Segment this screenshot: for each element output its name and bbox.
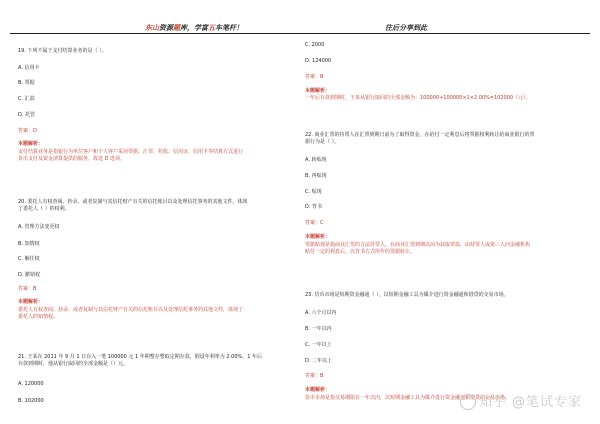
answer-option: A. 转贴现 xyxy=(305,157,327,163)
answer-option: A. 信用卡 xyxy=(18,65,40,71)
header-slogan-part: 题 xyxy=(173,24,180,32)
zhihu-logo-icon xyxy=(460,394,476,410)
question-text: 存款到期时，他从银行取回的全部金额是（）元。 xyxy=(18,361,129,367)
explanation-title: 本题解析： xyxy=(305,387,331,393)
header-slogan xyxy=(145,23,243,33)
question-text: 20. 委托人有权查阅、抄录、或者复制与其信托财产有关的信托账目以及处理信托事务的其他文件，体现 xyxy=(18,199,248,205)
answer-option: D. 托管 xyxy=(18,112,36,118)
watermark-text: 知乎 @笔试专家 xyxy=(478,394,582,410)
question-text: 21. 王某在 2011 年 9 月 1 日存入一笔 100000 元 1 年期整存整取定期存款，假设年利率为 2.00%，1 年后 xyxy=(18,354,263,360)
explanation-title: 本题解析： xyxy=(305,88,331,94)
answer-option: B. 知情权 xyxy=(18,241,40,247)
answer-option: C. 一年以上 xyxy=(305,342,332,348)
explanation-text: 支付结算业务是指银行为单位客户和个人客户采用票据、汇票、托收、信用证、信用卡等结算方式进行 xyxy=(18,149,244,155)
explanation-text: 货币市场是指交易期限在一年以内，以短期金融工具为媒介进行资金融通和借贷的交易市场。 xyxy=(305,395,511,401)
explanation-title: 本题解析： xyxy=(18,299,44,305)
page-header xyxy=(10,22,590,34)
explanation-text: 委托人有权查阅、抄录、或者复制与其信托财产有关的信托账目以及处理信托事务的其他文件，体现了 xyxy=(18,307,244,313)
answer-option: D. 背书 xyxy=(305,204,323,210)
explanation-text: 贴付一定的利息后，以背书方式所作的票据转让。 xyxy=(305,249,416,255)
header-slogan-part: 东山 xyxy=(145,24,159,32)
answer-option: C. 2000 xyxy=(305,42,325,48)
answer-key: 答案：B xyxy=(18,286,37,292)
explanation-text: 票据贴现是指商业汇票的合法持票人，在商业汇票到期以前为获取票款，由持票人或第三人向金融机构 xyxy=(305,242,531,248)
explanation-text: 货币支付及资金清算提供的服务。故选 D 选项。 xyxy=(18,156,126,162)
answer-option: B. 再贴现 xyxy=(305,173,327,179)
explanation-text: 一年后存款到期时，王某从银行取回的全部金额为：100000+100000×1×2.00%=102000（元）。 xyxy=(305,95,531,101)
answer-key: 答案：B xyxy=(305,373,324,379)
question-text: 22. 商业汇票的持票人在汇票到期日前为了取得资金，在给付一定利息后将票据权利转让给商业银行的票 xyxy=(305,132,535,138)
answer-option: C. 解任权 xyxy=(18,256,40,262)
answer-key: 答案：C xyxy=(305,220,324,226)
answer-option: D. 二年以上 xyxy=(305,358,333,364)
header-slogan-part: 库，学富 xyxy=(180,24,208,32)
question-text: 19. 下列不属于支付结算业务的是（ ）。 xyxy=(18,48,107,54)
answer-option: D. 撤销权 xyxy=(18,272,41,278)
explanation-text: 委托人的知情权。 xyxy=(18,314,59,320)
answer-option: A. 管理方法变更权 xyxy=(18,224,60,230)
answer-option: D. 124000 xyxy=(305,58,332,64)
watermark xyxy=(460,391,582,411)
question-text: 23. 货币市场是短期资金融通（ ），以短期金融工具为媒介进行资金融通和借贷的交易市场。 xyxy=(305,292,509,298)
answer-option: B. 一年以内 xyxy=(305,326,332,332)
answer-option: C. 贴现 xyxy=(305,189,322,195)
question-text: 据行为是（ ）。 xyxy=(305,139,340,145)
answer-option: A. 120000 xyxy=(18,381,44,387)
answer-key: 答案：D xyxy=(18,128,37,134)
header-slogan-part: 车笔杆！ xyxy=(215,24,243,32)
answer-option: B. 票据 xyxy=(18,80,35,86)
header-slogan-part: 五 xyxy=(208,24,215,32)
answer-option: B. 102000 xyxy=(18,398,44,404)
answer-key: 答案：B xyxy=(305,74,324,80)
answer-option: C. 汇款 xyxy=(18,96,35,102)
question-text: 了委托人（ ）的权利。 xyxy=(18,206,70,212)
header-slogan-part: 资源 xyxy=(159,24,173,32)
explanation-title: 本题解析： xyxy=(305,234,331,240)
header-right-text: 往后分享到此 xyxy=(385,24,427,32)
explanation-title: 本题解析： xyxy=(18,141,44,147)
answer-option: A. 六个月以内 xyxy=(305,310,337,316)
